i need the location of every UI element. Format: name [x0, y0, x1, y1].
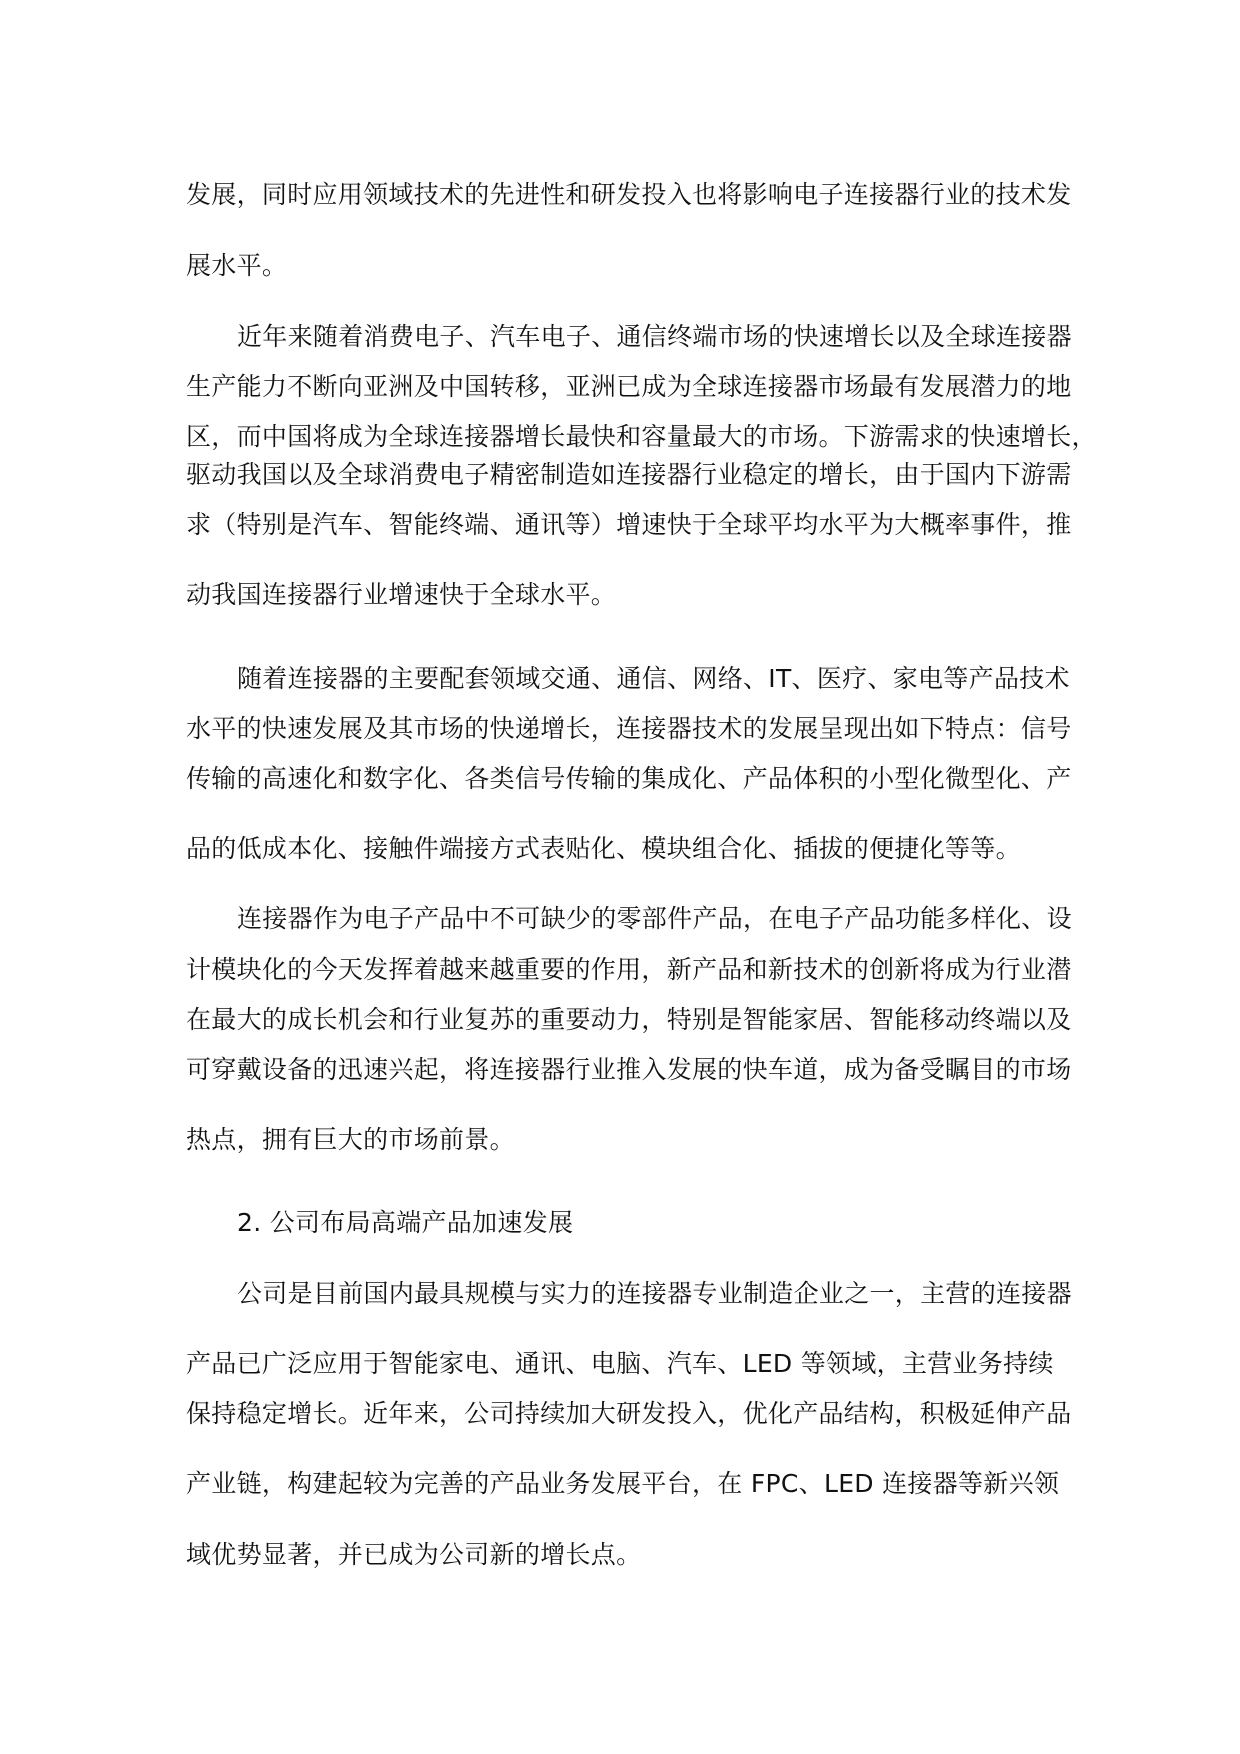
- paragraph-2-line-5: 求（特别是汽车、智能终端、通讯等）增速快于全球平均水平为大概率事件，推: [186, 510, 1072, 539]
- paragraph-3-line-1: 随着连接器的主要配套领域交通、通信、网络、IT、医疗、家电等产品技术: [237, 664, 1070, 693]
- paragraph-3-line-3: 传输的高速化和数字化、各类信号传输的集成化、产品体积的小型化微型化、产: [186, 764, 1072, 793]
- paragraph-4-line-3: 在最大的成长机会和行业复苏的重要动力，特别是智能家居、智能移动终端以及: [186, 1005, 1072, 1034]
- paragraph-4-line-4: 可穿戴设备的迅速兴起，将连接器行业推入发展的快车道，成为备受瞩目的市场: [186, 1055, 1072, 1084]
- paragraph-2-line-2: 生产能力不断向亚洲及中国转移，亚洲已成为全球连接器市场最有发展潜力的地: [186, 372, 1072, 401]
- paragraph-4-line-1: 连接器作为电子产品中不可缺少的零部件产品，在电子产品功能多样化、设: [237, 904, 1072, 933]
- section-heading: 2. 公司布局高端产品加速发展: [237, 1208, 574, 1237]
- paragraph-6-line-5: 域优势显著，并已成为公司新的增长点。: [186, 1540, 642, 1569]
- paragraph-6-line-3: 保持稳定增长。近年来，公司持续加大研发投入，优化产品结构，积极延伸产品: [186, 1399, 1072, 1428]
- paragraph-2-line-3: 区，而中国将成为全球连接器增长最快和容量最大的市场。下游需求的快速增长，: [186, 422, 1097, 451]
- paragraph-6-line-1: 公司是目前国内最具规模与实力的连接器专业制造企业之一，主营的连接器: [237, 1279, 1072, 1308]
- paragraph-4-line-5: 热点，拥有巨大的市场前景。: [186, 1125, 515, 1154]
- paragraph-6-line-4: 产业链，构建起较为完善的产品业务发展平台，在 FPC、LED 连接器等新兴领: [186, 1469, 1060, 1498]
- paragraph-1-line-1: 发展，同时应用领域技术的先进性和研发投入也将影响电子连接器行业的技术发: [186, 180, 1072, 209]
- paragraph-2-line-1: 近年来随着消费电子、汽车电子、通信终端市场的快速增长以及全球连接器: [237, 322, 1072, 351]
- paragraph-4-line-2: 计模块化的今天发挥着越来越重要的作用，新产品和新技术的创新将成为行业潜: [186, 955, 1072, 984]
- paragraph-3-line-2: 水平的快速发展及其市场的快递增长，连接器技术的发展呈现出如下特点：信号: [186, 714, 1072, 743]
- paragraph-2-line-4: 驱动我国以及全球消费电子精密制造如连接器行业稳定的增长，由于国内下游需: [186, 460, 1072, 489]
- paragraph-2-line-6: 动我国连接器行业增速快于全球水平。: [186, 580, 617, 609]
- paragraph-1-line-2: 展水平。: [186, 251, 288, 280]
- paragraph-6-line-2: 产品已广泛应用于智能家电、通讯、电脑、汽车、LED 等领域，主营业务持续: [186, 1349, 1054, 1378]
- paragraph-3-line-4: 品的低成本化、接触件端接方式表贴化、模块组合化、插拔的便捷化等等。: [186, 834, 1021, 863]
